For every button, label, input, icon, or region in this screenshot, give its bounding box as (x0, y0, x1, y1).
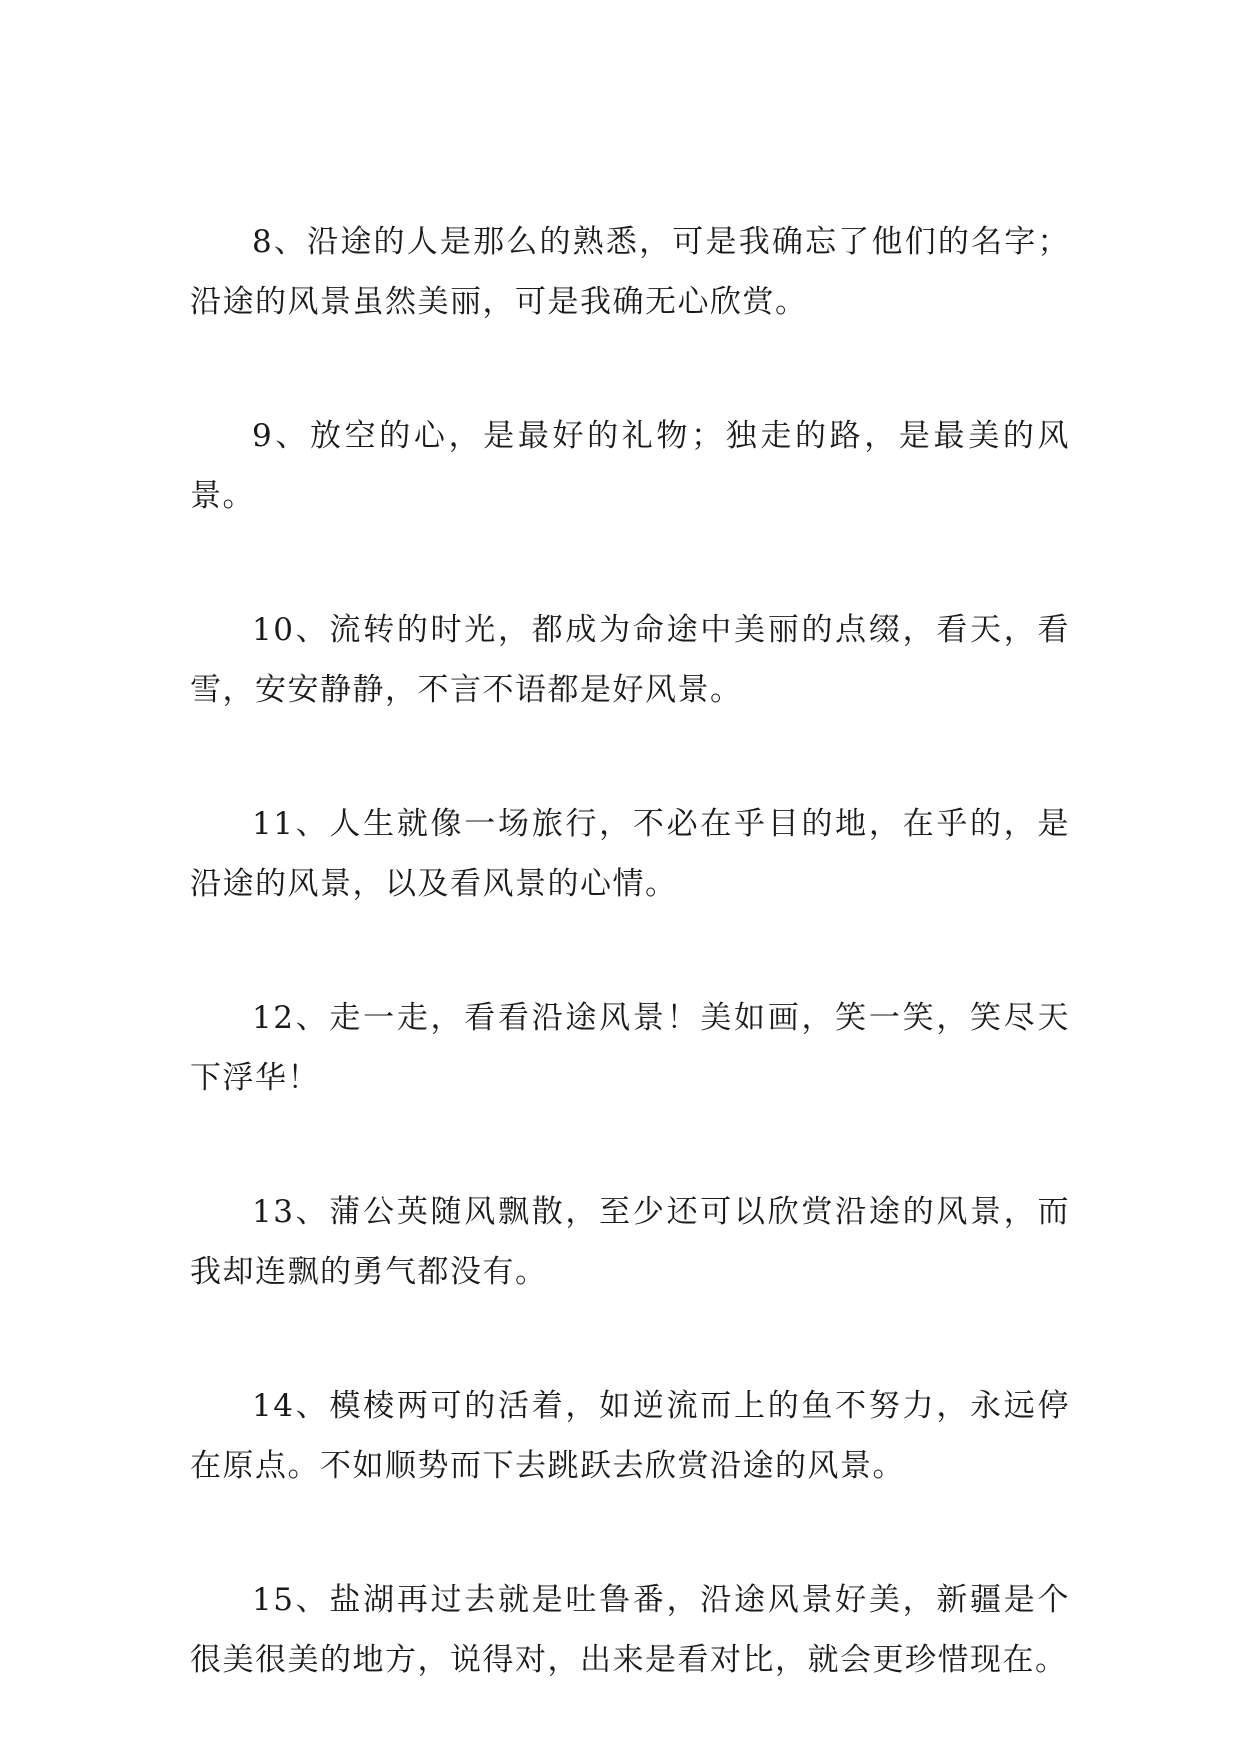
paragraph-8: 8、沿途的人是那么的熟悉，可是我确忘了他们的名字；沿途的风景虽然美丽，可是我确无心欣赏。 (190, 224, 1070, 320)
paragraph-13: 13、蒲公英随风飘散，至少还可以欣赏沿途的风景，而我却连飘的勇气都没有。 (190, 1194, 1070, 1290)
paragraph-10: 10、流转的时光，都成为命途中美丽的点缀，看天，看雪，安安静静，不言不语都是好风景。 (190, 612, 1070, 708)
paragraph-14: 14、模棱两可的活着，如逆流而上的鱼不努力，永远停在原点。不如顺势而下去跳跃去欣赏沿途的风景。 (190, 1388, 1070, 1484)
paragraph-9: 9、放空的心，是最好的礼物；独走的路，是最美的风景。 (190, 418, 1070, 514)
paragraph-15: 15、盐湖再过去就是吐鲁番，沿途风景好美，新疆是个很美很美的地方，说得对，出来是看对比，就会更珍惜现在。 (190, 1582, 1070, 1678)
document-body (190, 212, 1070, 1764)
paragraph-12: 12、走一走，看看沿途风景！美如画，笑一笑，笑尽天下浮华！ (190, 1000, 1070, 1096)
paragraph-11: 11、人生就像一场旅行，不必在乎目的地，在乎的，是沿途的风景，以及看风景的心情。 (190, 806, 1070, 902)
